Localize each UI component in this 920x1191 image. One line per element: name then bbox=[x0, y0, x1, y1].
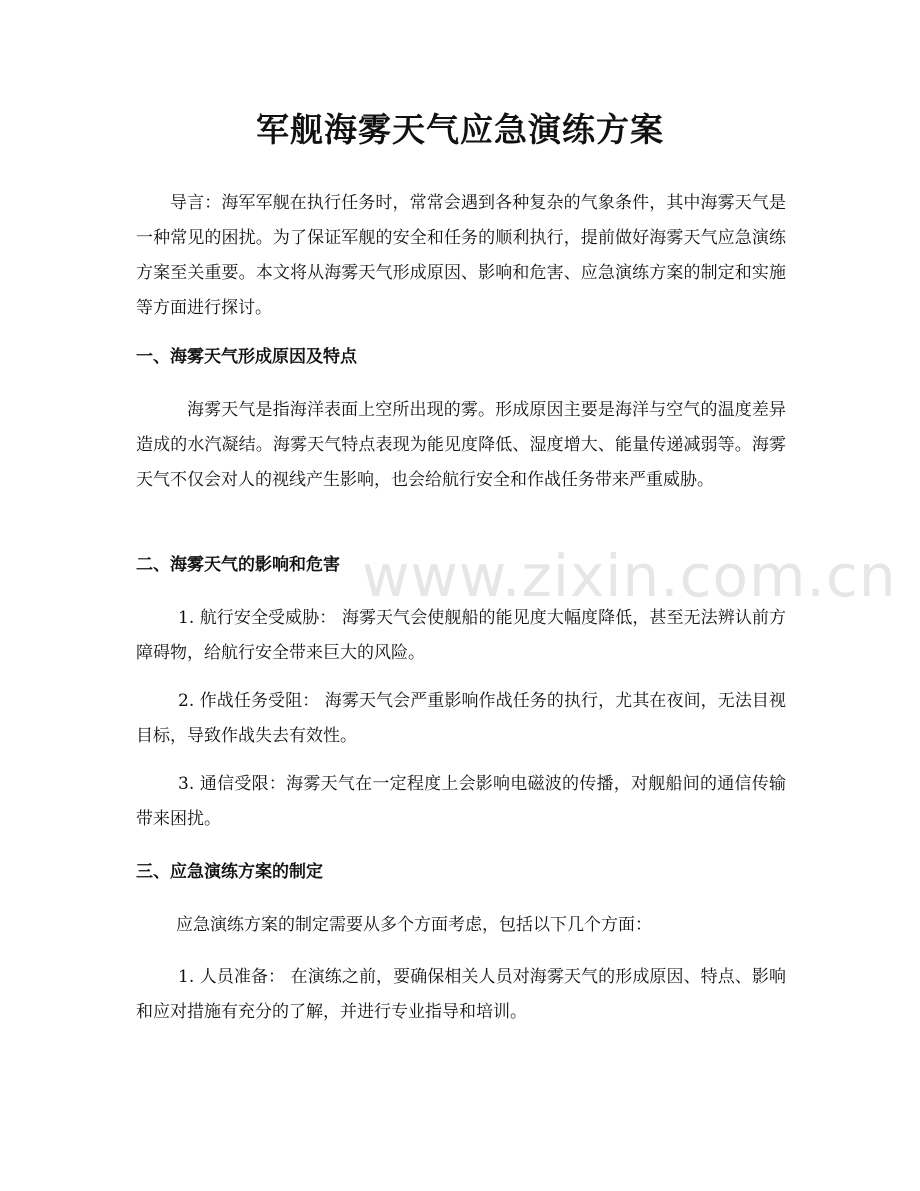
section-3-heading: 三、应急演练方案的制定 bbox=[136, 862, 323, 882]
section-3-item-1: 1. 人员准备： 在演练之前，要确保相关人员对海雾天气的形成原因、特点、影响和应对措施有充分的了解，并进行专业指导和培训。 bbox=[136, 967, 786, 1022]
watermark: www.zixin.com.cn bbox=[362, 542, 897, 610]
section-1-heading: 一、海雾天气形成原因及特点 bbox=[136, 347, 357, 367]
section-2-item-3: 3. 通信受限：海雾天气在一定程度上会影响电磁波的传播，对舰船间的通信传输带来困扰。 bbox=[136, 774, 786, 829]
document-title: 军舰海雾天气应急演练方案 bbox=[256, 110, 664, 149]
section-2-item-1: 1. 航行安全受威胁： 海雾天气会使舰船的能见度大幅度降低，甚至无法辨认前方障碍物，给航行安全带来巨大的风险。 bbox=[136, 608, 786, 663]
section-1-paragraph-1: 海雾天气是指海洋表面上空所出现的雾。形成原因主要是海洋与空气的温度差异造成的水汽凝结。海雾天气特点表现为能见度降低、湿度增大、能量传递减弱等。海雾天气不仅会对人的视线产生影响，也会给航行安全和作战任务带来严重威胁。 bbox=[136, 400, 786, 490]
intro-paragraph: 导言：海军军舰在执行任务时，常常会遇到各种复杂的气象条件，其中海雾天气是一种常见的困扰。为了保证军舰的安全和任务的顺利执行，提前做好海雾天气应急演练方案至关重要。本文将从海雾天气形成原因、影响和危害、应急演练方案的制定和实施等方面进行探讨。 bbox=[136, 193, 786, 318]
section-2-item-2: 2. 作战任务受阻： 海雾天气会严重影响作战任务的执行，尤其在夜间，无法目视目标，导致作战失去有效性。 bbox=[136, 691, 786, 746]
section-3-paragraph-1: 应急演练方案的制定需要从多个方面考虑，包括以下几个方面： bbox=[176, 915, 652, 935]
section-2-heading: 二、海雾天气的影响和危害 bbox=[136, 555, 340, 575]
